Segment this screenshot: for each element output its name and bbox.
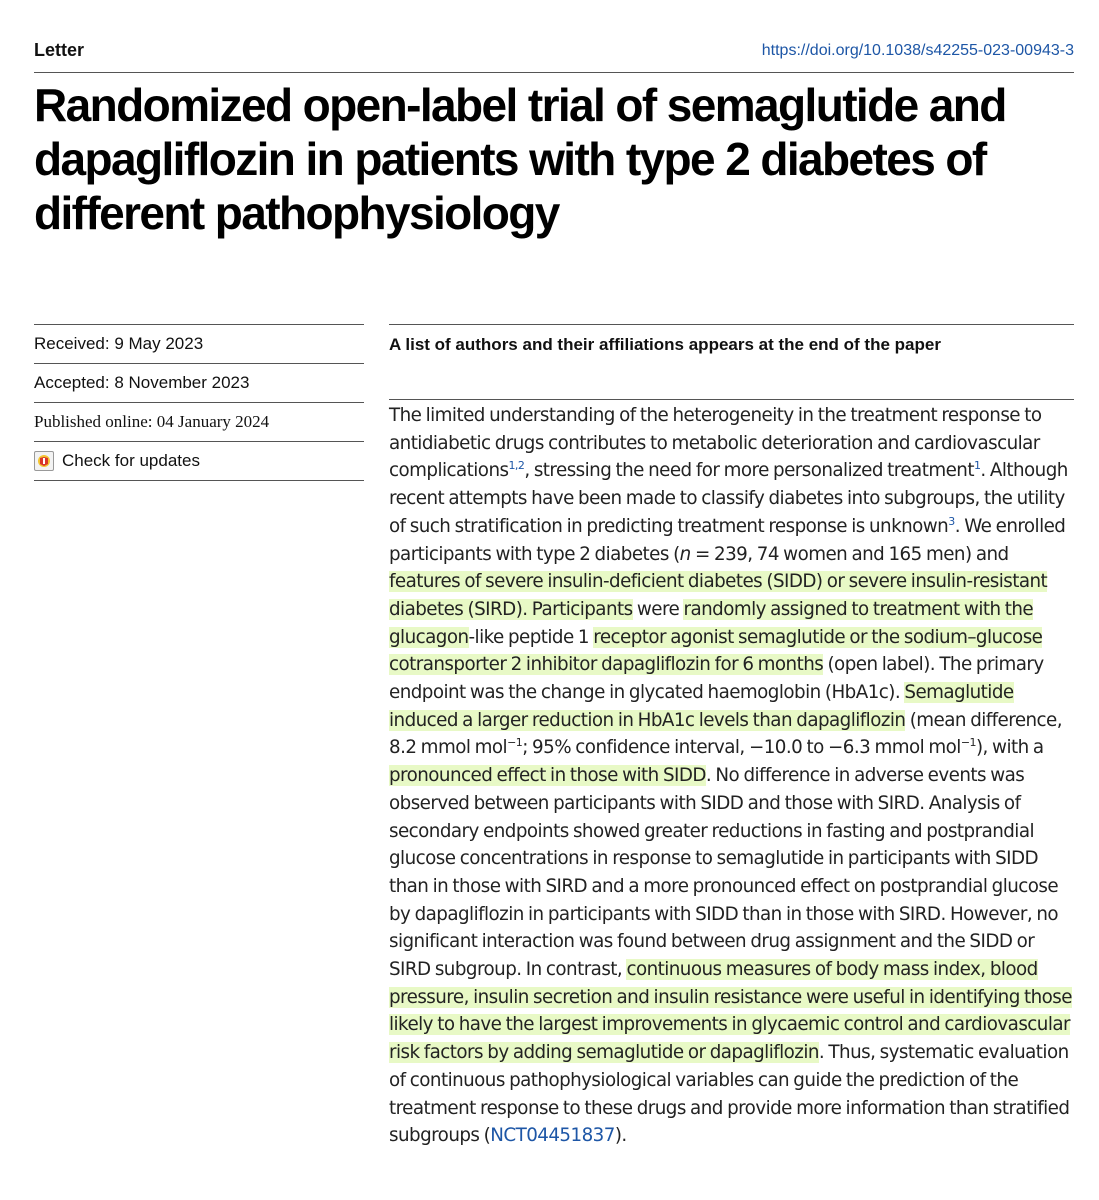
abstract-text: . No difference in adverse events was observed between participants with SIDD and those with SIRD. Analysis of secondary endpoints showed greater reductions in fasting and postprandial glucose concentrations in response to semaglutide in participants with SIDD than in those with SIRD and a more pronounced effect on postprandial glucose by dapagliflozin in participants with SIDD than in those with SIRD. However, no significant interaction was found between drug assignment and the SIDD or SIRD subgroup. In contrast, [389, 765, 1059, 981]
published-date: Published online: 04 January 2024 [34, 403, 364, 442]
abstract-text: ), with a [975, 737, 1044, 759]
doi-link[interactable]: https://doi.org/10.1038/s42255-023-00943-3 [761, 42, 1074, 59]
abstract-text: . Although recent attempts have been made to classify diabetes into subgroups, the utility of such stratification in predicting treatment response is unknown [389, 460, 1068, 537]
section-label: Letter [34, 40, 85, 60]
authors-note-text: A list of authors and their affiliations appears at the end of the paper [389, 335, 941, 354]
received-date: Received: 9 May 2023 [34, 325, 364, 364]
unit-superscript: −1 [960, 736, 976, 750]
highlighted-text: pronounced effect in those with SIDD [389, 765, 706, 787]
highlighted-text: receptor agonist semaglutide or the sodium–glucose cotransporter 2 inhibitor dapagliflozin for 6 months [389, 626, 1043, 676]
abstract-text: -like peptide 1 [468, 626, 594, 648]
highlighted-text: continuous measures of body mass index, blood pressure, insulin secretion and insulin resistance were useful in identifying those likely to have the largest improvements in glycaemic control and cardiovascular risk factors by adding semaglutide or dapagliflozin [389, 959, 1072, 1064]
highlighted-text: features of severe insulin-deficient diabetes (SIDD) or severe insulin-resistant diabetes (SIRD). Participants [389, 571, 1048, 620]
check-for-updates-icon [34, 451, 54, 471]
reference-link[interactable]: 3 [948, 514, 955, 528]
highlighted-text: Semaglutide induced a larger reduction in HbA1c levels than dapagliflozin [389, 682, 1014, 731]
unit-superscript: −1 [507, 736, 523, 750]
reference-link[interactable]: 1 [973, 459, 981, 473]
highlighted-text: randomly assigned to treatment with the glucagon [389, 598, 1034, 648]
abstract-text: (mean difference, 8.2 mmol mol [389, 709, 1063, 759]
trial-registration-link[interactable]: NCT04451837 [490, 1125, 615, 1147]
abstract [389, 402, 1079, 1150]
abstract-text: . Thus, systematic evaluation of continuous pathophysiological variables can guide the prediction of the treatment response to these drugs and provide more information than stratified subgroups ( [389, 1042, 1070, 1147]
abstract-text: , stressing the need for more personalized treatment [524, 460, 974, 482]
check-for-updates-label: Check for updates [62, 451, 200, 470]
article-dates [34, 324, 364, 481]
authors-affiliation-note [389, 324, 1074, 400]
abstract-text: (open label). The primary endpoint was the change in glycated haemoglobin (HbA1c). [389, 654, 1044, 704]
accepted-date: Accepted: 8 November 2023 [34, 364, 364, 403]
sample-size-symbol: n [679, 543, 691, 565]
article-header [34, 40, 1074, 73]
abstract-text: ; 95% confidence interval, −10.0 to −6.3 mmol mol [522, 737, 961, 759]
abstract-text: were [632, 598, 684, 620]
article-title: Randomized open-label trial of semaglutide and dapagliflozin in patients with type 2 diabetes of different pathophysiology [34, 79, 1006, 239]
abstract-text: . We enrolled participants with type 2 diabetes ( [389, 515, 1066, 565]
abstract-text: = 239, 74 women and 165 men) and [690, 543, 1009, 565]
abstract-text: The limited understanding of the heterogeneity in the treatment response to antidiabetic drugs contributes to metabolic deterioration and cardiovascular complications [389, 405, 1042, 482]
reference-link[interactable]: 1,2 [508, 459, 525, 473]
abstract-text: ). [614, 1125, 627, 1147]
check-for-updates-button[interactable] [34, 442, 364, 481]
